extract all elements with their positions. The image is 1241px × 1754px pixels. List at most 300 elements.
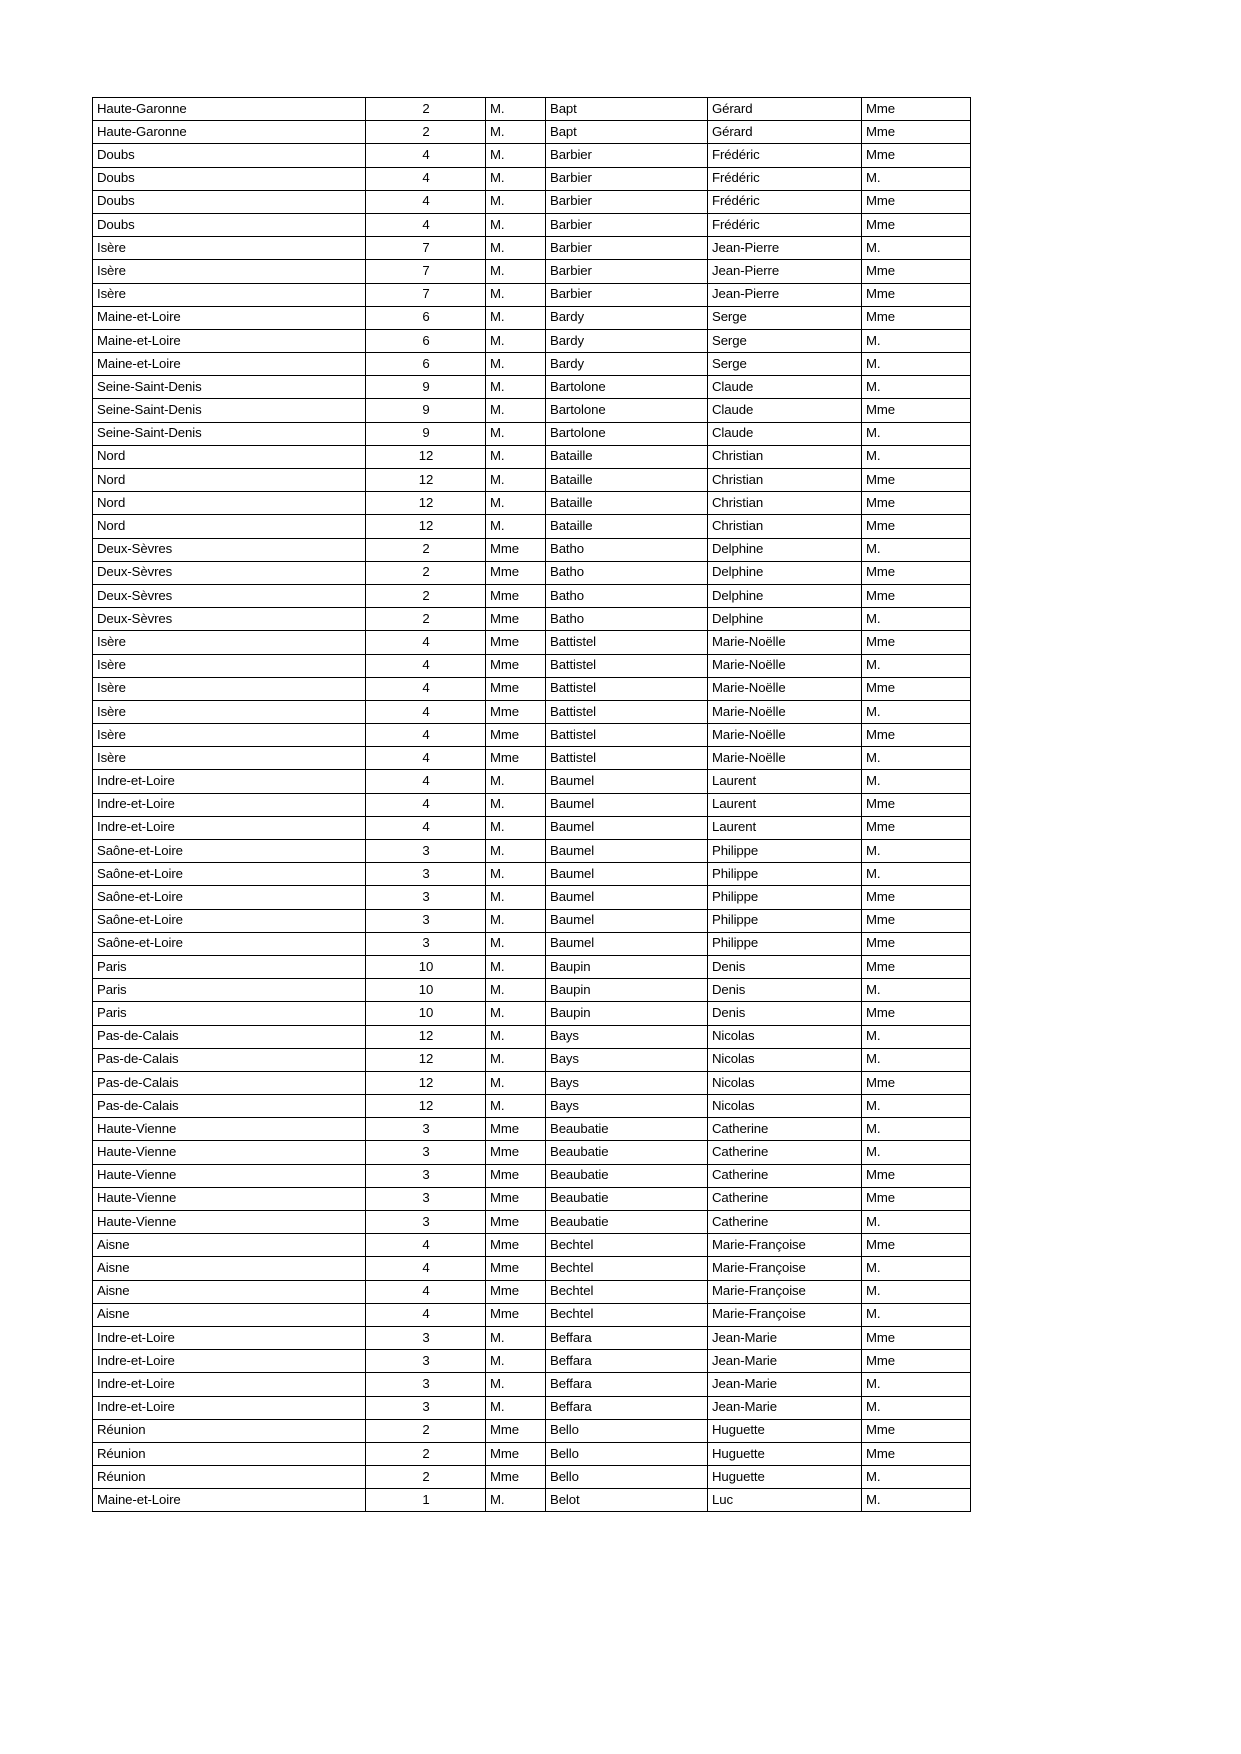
cell-departement: Isère	[93, 724, 366, 747]
cell-nombre: 4	[366, 144, 486, 167]
cell-civilite-1: Mme	[486, 1466, 546, 1489]
cell-nombre: 4	[366, 724, 486, 747]
cell-departement: Paris	[93, 1002, 366, 1025]
table-row	[93, 515, 971, 538]
cell-prenom: Christian	[708, 445, 862, 468]
cell-nom: Bataille	[546, 515, 708, 538]
cell-prenom: Gérard	[708, 121, 862, 144]
cell-nom: Beffara	[546, 1350, 708, 1373]
table-row	[93, 1419, 971, 1442]
cell-nom: Bardy	[546, 329, 708, 352]
cell-nombre: 3	[366, 932, 486, 955]
table-row	[93, 376, 971, 399]
cell-nombre: 12	[366, 1025, 486, 1048]
cell-civilite-1: Mme	[486, 1419, 546, 1442]
cell-departement: Haute-Vienne	[93, 1187, 366, 1210]
cell-prenom: Jean-Marie	[708, 1373, 862, 1396]
cell-civilite-2: Mme	[862, 469, 971, 492]
cell-civilite-1: Mme	[486, 1234, 546, 1257]
cell-departement: Isère	[93, 747, 366, 770]
cell-civilite-1: Mme	[486, 1164, 546, 1187]
cell-civilite-2: M.	[862, 538, 971, 561]
cell-civilite-1: Mme	[486, 1257, 546, 1280]
cell-civilite-1: Mme	[486, 1211, 546, 1234]
cell-nom: Bays	[546, 1048, 708, 1071]
cell-civilite-1: Mme	[486, 1442, 546, 1465]
cell-prenom: Laurent	[708, 816, 862, 839]
cell-prenom: Marie-Françoise	[708, 1280, 862, 1303]
cell-civilite-1: M.	[486, 144, 546, 167]
cell-civilite-2: Mme	[862, 283, 971, 306]
cell-civilite-2: Mme	[862, 144, 971, 167]
table-row	[93, 1350, 971, 1373]
cell-nom: Bello	[546, 1466, 708, 1489]
cell-civilite-2: Mme	[862, 1164, 971, 1187]
cell-civilite-1: Mme	[486, 1118, 546, 1141]
cell-prenom: Frédéric	[708, 144, 862, 167]
table-row	[93, 561, 971, 584]
cell-civilite-2: M.	[862, 1303, 971, 1326]
cell-civilite-1: Mme	[486, 747, 546, 770]
cell-departement: Nord	[93, 515, 366, 538]
cell-departement: Indre-et-Loire	[93, 770, 366, 793]
cell-civilite-2: Mme	[862, 932, 971, 955]
cell-civilite-2: Mme	[862, 1071, 971, 1094]
cell-nom: Bays	[546, 1025, 708, 1048]
cell-nom: Beaubatie	[546, 1211, 708, 1234]
cell-departement: Isère	[93, 700, 366, 723]
cell-nombre: 4	[366, 747, 486, 770]
cell-prenom: Catherine	[708, 1118, 862, 1141]
cell-civilite-1: Mme	[486, 631, 546, 654]
cell-nom: Bello	[546, 1442, 708, 1465]
table-row	[93, 886, 971, 909]
cell-departement: Isère	[93, 237, 366, 260]
cell-civilite-1: M.	[486, 190, 546, 213]
cell-nombre: 4	[366, 1280, 486, 1303]
cell-nombre: 9	[366, 376, 486, 399]
cell-prenom: Catherine	[708, 1141, 862, 1164]
cell-civilite-1: M.	[486, 1025, 546, 1048]
cell-civilite-1: M.	[486, 121, 546, 144]
cell-civilite-2: Mme	[862, 399, 971, 422]
cell-departement: Isère	[93, 631, 366, 654]
table-row	[93, 979, 971, 1002]
cell-civilite-2: Mme	[862, 260, 971, 283]
cell-departement: Aisne	[93, 1303, 366, 1326]
cell-civilite-2: M.	[862, 1489, 971, 1512]
cell-nom: Barbier	[546, 260, 708, 283]
cell-prenom: Delphine	[708, 608, 862, 631]
cell-departement: Seine-Saint-Denis	[93, 376, 366, 399]
cell-prenom: Jean-Marie	[708, 1396, 862, 1419]
table-row	[93, 1442, 971, 1465]
table-row	[93, 1141, 971, 1164]
cell-nom: Battistel	[546, 724, 708, 747]
table-row	[93, 1095, 971, 1118]
cell-nombre: 2	[366, 538, 486, 561]
cell-nom: Bechtel	[546, 1280, 708, 1303]
cell-departement: Saône-et-Loire	[93, 863, 366, 886]
cell-civilite-2: Mme	[862, 1187, 971, 1210]
cell-nombre: 7	[366, 283, 486, 306]
cell-prenom: Marie-Françoise	[708, 1234, 862, 1257]
cell-prenom: Christian	[708, 469, 862, 492]
cell-departement: Haute-Garonne	[93, 121, 366, 144]
cell-nombre: 6	[366, 353, 486, 376]
table-row	[93, 770, 971, 793]
cell-departement: Maine-et-Loire	[93, 1489, 366, 1512]
cell-prenom: Marie-Noëlle	[708, 654, 862, 677]
cell-nom: Bardy	[546, 353, 708, 376]
cell-civilite-1: Mme	[486, 700, 546, 723]
cell-civilite-2: M.	[862, 863, 971, 886]
cell-prenom: Philippe	[708, 886, 862, 909]
table-row	[93, 237, 971, 260]
cell-departement: Haute-Garonne	[93, 98, 366, 121]
cell-prenom: Serge	[708, 329, 862, 352]
cell-departement: Maine-et-Loire	[93, 306, 366, 329]
cell-departement: Isère	[93, 677, 366, 700]
cell-departement: Réunion	[93, 1442, 366, 1465]
cell-nom: Beaubatie	[546, 1164, 708, 1187]
table-row	[93, 283, 971, 306]
cell-civilite-1: M.	[486, 816, 546, 839]
cell-nom: Baumel	[546, 816, 708, 839]
cell-nombre: 1	[366, 1489, 486, 1512]
cell-civilite-1: M.	[486, 909, 546, 932]
table-row	[93, 1373, 971, 1396]
cell-nombre: 3	[366, 1373, 486, 1396]
cell-prenom: Serge	[708, 353, 862, 376]
cell-nom: Baumel	[546, 886, 708, 909]
cell-nom: Baumel	[546, 909, 708, 932]
cell-departement: Isère	[93, 260, 366, 283]
cell-civilite-2: M.	[862, 1257, 971, 1280]
cell-civilite-2: Mme	[862, 561, 971, 584]
cell-civilite-1: M.	[486, 376, 546, 399]
table-row	[93, 538, 971, 561]
cell-civilite-1: Mme	[486, 608, 546, 631]
cell-nombre: 2	[366, 561, 486, 584]
table-row	[93, 1211, 971, 1234]
table-row	[93, 1303, 971, 1326]
cell-nombre: 4	[366, 167, 486, 190]
cell-civilite-2: Mme	[862, 1326, 971, 1349]
table-row	[93, 445, 971, 468]
cell-prenom: Philippe	[708, 840, 862, 863]
cell-nom: Bataille	[546, 469, 708, 492]
cell-civilite-2: Mme	[862, 98, 971, 121]
cell-nombre: 10	[366, 955, 486, 978]
cell-nombre: 4	[366, 1303, 486, 1326]
table-row	[93, 840, 971, 863]
cell-civilite-2: M.	[862, 1466, 971, 1489]
cell-civilite-2: M.	[862, 445, 971, 468]
cell-nombre: 2	[366, 584, 486, 607]
cell-prenom: Marie-Françoise	[708, 1257, 862, 1280]
cell-civilite-1: M.	[486, 840, 546, 863]
cell-civilite-1: M.	[486, 492, 546, 515]
cell-civilite-2: Mme	[862, 955, 971, 978]
table-body	[93, 98, 971, 1512]
cell-prenom: Christian	[708, 492, 862, 515]
cell-nombre: 4	[366, 816, 486, 839]
cell-nom: Baumel	[546, 793, 708, 816]
cell-departement: Aisne	[93, 1234, 366, 1257]
cell-nombre: 3	[366, 886, 486, 909]
table-row	[93, 121, 971, 144]
cell-nombre: 3	[366, 1326, 486, 1349]
cell-civilite-1: Mme	[486, 1187, 546, 1210]
table-row	[93, 1048, 971, 1071]
cell-departement: Pas-de-Calais	[93, 1071, 366, 1094]
cell-civilite-1: M.	[486, 979, 546, 1002]
cell-prenom: Jean-Marie	[708, 1350, 862, 1373]
cell-nom: Beffara	[546, 1373, 708, 1396]
cell-prenom: Serge	[708, 306, 862, 329]
table-row	[93, 1187, 971, 1210]
cell-nom: Bartolone	[546, 376, 708, 399]
cell-departement: Doubs	[93, 167, 366, 190]
cell-prenom: Jean-Marie	[708, 1326, 862, 1349]
cell-prenom: Marie-Noëlle	[708, 700, 862, 723]
cell-prenom: Catherine	[708, 1164, 862, 1187]
cell-civilite-2: Mme	[862, 1419, 971, 1442]
table-row	[93, 353, 971, 376]
table-row	[93, 1396, 971, 1419]
cell-civilite-2: Mme	[862, 1350, 971, 1373]
cell-civilite-2: Mme	[862, 584, 971, 607]
table-row	[93, 260, 971, 283]
cell-civilite-1: M.	[486, 445, 546, 468]
cell-civilite-2: M.	[862, 1211, 971, 1234]
cell-departement: Saône-et-Loire	[93, 886, 366, 909]
cell-civilite-2: M.	[862, 1025, 971, 1048]
cell-prenom: Christian	[708, 515, 862, 538]
cell-nombre: 10	[366, 1002, 486, 1025]
cell-civilite-1: M.	[486, 329, 546, 352]
cell-prenom: Denis	[708, 955, 862, 978]
cell-civilite-2: Mme	[862, 306, 971, 329]
cell-departement: Nord	[93, 469, 366, 492]
cell-prenom: Philippe	[708, 863, 862, 886]
cell-departement: Pas-de-Calais	[93, 1095, 366, 1118]
cell-civilite-1: Mme	[486, 1280, 546, 1303]
cell-departement: Doubs	[93, 190, 366, 213]
cell-prenom: Philippe	[708, 932, 862, 955]
cell-civilite-1: M.	[486, 793, 546, 816]
cell-civilite-1: Mme	[486, 584, 546, 607]
cell-departement: Indre-et-Loire	[93, 793, 366, 816]
cell-civilite-2: Mme	[862, 724, 971, 747]
cell-prenom: Jean-Pierre	[708, 260, 862, 283]
cell-prenom: Marie-Noëlle	[708, 724, 862, 747]
table-row	[93, 167, 971, 190]
table-row	[93, 469, 971, 492]
cell-civilite-2: Mme	[862, 1234, 971, 1257]
cell-prenom: Denis	[708, 1002, 862, 1025]
table-row	[93, 190, 971, 213]
cell-nombre: 6	[366, 329, 486, 352]
cell-prenom: Nicolas	[708, 1025, 862, 1048]
cell-nom: Baumel	[546, 840, 708, 863]
cell-prenom: Huguette	[708, 1442, 862, 1465]
cell-prenom: Huguette	[708, 1466, 862, 1489]
cell-nom: Beaubatie	[546, 1141, 708, 1164]
cell-nom: Bechtel	[546, 1257, 708, 1280]
cell-civilite-1: M.	[486, 1396, 546, 1419]
cell-nom: Bechtel	[546, 1234, 708, 1257]
cell-nombre: 4	[366, 190, 486, 213]
cell-civilite-2: M.	[862, 1396, 971, 1419]
cell-civilite-2: Mme	[862, 190, 971, 213]
cell-departement: Pas-de-Calais	[93, 1048, 366, 1071]
cell-departement: Paris	[93, 955, 366, 978]
cell-nom: Belot	[546, 1489, 708, 1512]
cell-civilite-2: M.	[862, 237, 971, 260]
table-row	[93, 909, 971, 932]
cell-prenom: Denis	[708, 979, 862, 1002]
cell-departement: Indre-et-Loire	[93, 816, 366, 839]
cell-departement: Réunion	[93, 1466, 366, 1489]
cell-civilite-2: M.	[862, 353, 971, 376]
cell-nombre: 3	[366, 1396, 486, 1419]
cell-nombre: 12	[366, 445, 486, 468]
cell-departement: Haute-Vienne	[93, 1211, 366, 1234]
cell-civilite-2: M.	[862, 422, 971, 445]
cell-nom: Batho	[546, 584, 708, 607]
cell-prenom: Marie-Noëlle	[708, 677, 862, 700]
table-row	[93, 1164, 971, 1187]
cell-nombre: 12	[366, 515, 486, 538]
cell-nom: Batho	[546, 538, 708, 561]
cell-departement: Isère	[93, 654, 366, 677]
cell-nom: Barbier	[546, 213, 708, 236]
cell-prenom: Huguette	[708, 1419, 862, 1442]
table-row	[93, 144, 971, 167]
cell-nom: Bataille	[546, 492, 708, 515]
cell-nombre: 3	[366, 1118, 486, 1141]
cell-prenom: Nicolas	[708, 1071, 862, 1094]
cell-civilite-1: M.	[486, 1048, 546, 1071]
cell-departement: Doubs	[93, 144, 366, 167]
cell-nombre: 3	[366, 909, 486, 932]
cell-nom: Bello	[546, 1419, 708, 1442]
table-row	[93, 1071, 971, 1094]
cell-departement: Haute-Vienne	[93, 1141, 366, 1164]
cell-civilite-1: M.	[486, 237, 546, 260]
cell-civilite-1: M.	[486, 863, 546, 886]
cell-civilite-2: Mme	[862, 677, 971, 700]
cell-nombre: 2	[366, 608, 486, 631]
cell-departement: Seine-Saint-Denis	[93, 399, 366, 422]
table-row	[93, 724, 971, 747]
cell-nom: Bechtel	[546, 1303, 708, 1326]
table-row	[93, 584, 971, 607]
table-row	[93, 329, 971, 352]
cell-nombre: 4	[366, 654, 486, 677]
cell-civilite-1: M.	[486, 1095, 546, 1118]
cell-civilite-2: Mme	[862, 1442, 971, 1465]
cell-prenom: Delphine	[708, 584, 862, 607]
cell-prenom: Laurent	[708, 770, 862, 793]
cell-civilite-2: M.	[862, 1373, 971, 1396]
cell-prenom: Nicolas	[708, 1048, 862, 1071]
table-row	[93, 932, 971, 955]
cell-nombre: 4	[366, 770, 486, 793]
table-row	[93, 1025, 971, 1048]
cell-departement: Saône-et-Loire	[93, 932, 366, 955]
cell-civilite-1: Mme	[486, 724, 546, 747]
cell-civilite-1: M.	[486, 353, 546, 376]
cell-nom: Bataille	[546, 445, 708, 468]
table-row	[93, 793, 971, 816]
cell-departement: Saône-et-Loire	[93, 840, 366, 863]
cell-departement: Indre-et-Loire	[93, 1373, 366, 1396]
cell-departement: Aisne	[93, 1280, 366, 1303]
cell-departement: Nord	[93, 445, 366, 468]
cell-civilite-2: Mme	[862, 492, 971, 515]
cell-civilite-1: M.	[486, 1373, 546, 1396]
cell-civilite-2: M.	[862, 840, 971, 863]
cell-nom: Barbier	[546, 190, 708, 213]
cell-civilite-1: M.	[486, 1350, 546, 1373]
cell-civilite-1: M.	[486, 932, 546, 955]
cell-departement: Deux-Sèvres	[93, 561, 366, 584]
table-row	[93, 747, 971, 770]
cell-civilite-1: Mme	[486, 538, 546, 561]
cell-nombre: 12	[366, 469, 486, 492]
cell-nombre: 2	[366, 1442, 486, 1465]
cell-nombre: 3	[366, 1211, 486, 1234]
cell-nom: Baupin	[546, 1002, 708, 1025]
cell-nom: Bartolone	[546, 399, 708, 422]
cell-nom: Barbier	[546, 167, 708, 190]
cell-departement: Haute-Vienne	[93, 1118, 366, 1141]
cell-prenom: Gérard	[708, 98, 862, 121]
cell-nom: Beaubatie	[546, 1118, 708, 1141]
cell-civilite-1: Mme	[486, 654, 546, 677]
cell-departement: Réunion	[93, 1419, 366, 1442]
cell-nombre: 3	[366, 840, 486, 863]
deputies-data-table	[92, 97, 971, 1512]
cell-civilite-2: Mme	[862, 816, 971, 839]
table-row	[93, 213, 971, 236]
cell-prenom: Jean-Pierre	[708, 237, 862, 260]
cell-civilite-1: M.	[486, 260, 546, 283]
cell-departement: Isère	[93, 283, 366, 306]
table-row	[93, 631, 971, 654]
cell-nombre: 6	[366, 306, 486, 329]
cell-prenom: Catherine	[708, 1211, 862, 1234]
table-row	[93, 1118, 971, 1141]
cell-civilite-2: M.	[862, 1280, 971, 1303]
cell-prenom: Nicolas	[708, 1095, 862, 1118]
cell-civilite-1: M.	[486, 399, 546, 422]
cell-nom: Baumel	[546, 863, 708, 886]
cell-prenom: Delphine	[708, 561, 862, 584]
cell-civilite-2: M.	[862, 329, 971, 352]
cell-prenom: Frédéric	[708, 190, 862, 213]
cell-nom: Beffara	[546, 1396, 708, 1419]
cell-civilite-2: M.	[862, 608, 971, 631]
cell-civilite-1: M.	[486, 306, 546, 329]
cell-civilite-1: M.	[486, 515, 546, 538]
table-row	[93, 98, 971, 121]
cell-nombre: 4	[366, 677, 486, 700]
cell-nombre: 2	[366, 121, 486, 144]
